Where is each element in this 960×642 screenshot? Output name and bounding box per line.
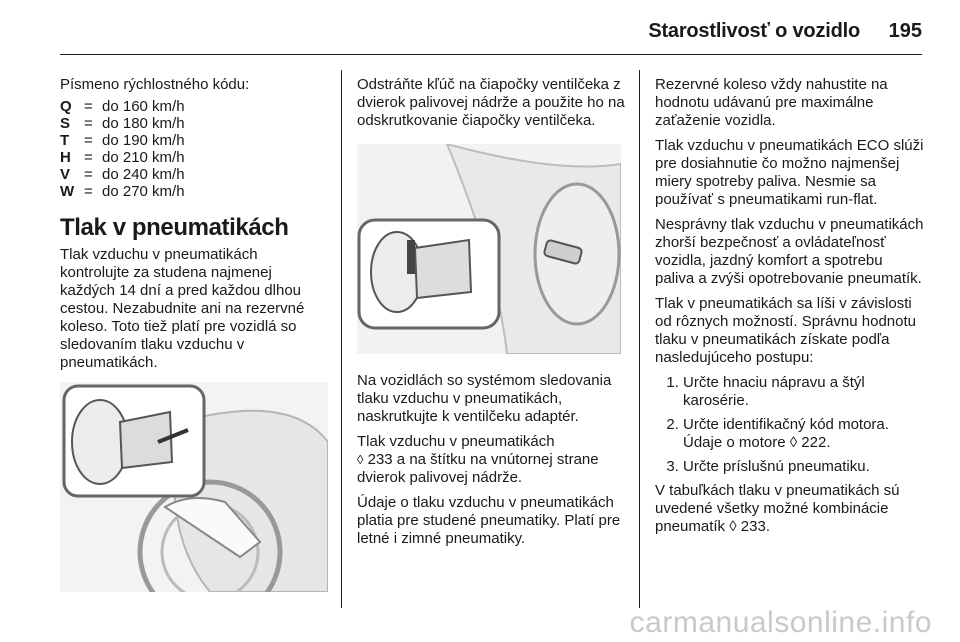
column-3 (655, 76, 925, 543)
tables-paragraph: V tabuľkách tlaku v pneumatikách sú uvedené všetky možné kombinácie pneumatík ◊ 233. (655, 482, 900, 535)
speed-code-code: H (60, 149, 71, 166)
speed-code-value: do 180 km/h (102, 115, 185, 132)
eco-pressure-paragraph: Tlak vzduchu v pneumatikách ECO slúži pre dosiahnutie čo možno najmenšej miery spotreby paliva. Nesmie sa používať s pneumatikami run-flat. (655, 137, 924, 208)
speed-code-value: do 210 km/h (102, 149, 185, 166)
speed-code-code: W (60, 183, 75, 200)
page-title: Starostlivosť o vozidlo (648, 20, 860, 42)
spare-wheel-paragraph: Rezervné koleso vždy nahustite na hodnotu udávanú pre maximálne zaťaženie vozidla. (655, 76, 888, 129)
speed-code-code: S (60, 115, 71, 132)
speed-code-row (60, 149, 330, 166)
speed-code-code: Q (60, 98, 72, 115)
tyre-valve-illustration (60, 382, 328, 592)
speed-code-value: do 160 km/h (102, 98, 185, 115)
watermark: carmanualsonline.info (629, 606, 932, 639)
pressure-label-ref-text: 233 a na štítku na vnútornej strane dvierok palivovej nádrže. (357, 451, 599, 486)
speed-code-eq: = (84, 132, 93, 149)
speed-code-row (60, 183, 330, 200)
speed-code-value: do 240 km/h (102, 166, 185, 183)
speed-code-intro: Písmeno rýchlostného kódu: (60, 76, 250, 93)
speed-code-eq: = (84, 166, 93, 183)
column-2 (357, 76, 625, 555)
procedure-step: 1. Určte hnaciu nápravu a štýl karosérie. (683, 374, 925, 410)
speed-code-eq: = (84, 98, 93, 115)
speed-code-row (60, 115, 330, 132)
page-header (60, 14, 922, 55)
procedure-step: 3. Určte príslušnú pneumatiku. (683, 458, 925, 476)
speed-code-row (60, 166, 330, 183)
fuel-door-valve-illustration (357, 144, 621, 354)
pressure-label-text: Tlak vzduchu v pneumatikách (357, 433, 555, 450)
speed-code-value: do 190 km/h (102, 132, 185, 149)
speed-code-row (60, 98, 330, 115)
column-divider-2 (639, 70, 640, 608)
procedure-step: 2. Určte identifikačný kód motora. Údaje o motore ◊ 222. (683, 416, 925, 452)
speed-code-code: T (60, 132, 70, 149)
pressure-procedure-paragraph: Tlak v pneumatikách sa líši v závislosti od rôznych možností. Správnu hodnotu tlaku v pneumatikách získate podľa nasledujúceho postupu: (655, 295, 916, 366)
page-reference-icon: ◊ (357, 452, 364, 467)
speed-code-list (60, 98, 330, 200)
speed-code-eq: = (84, 149, 93, 166)
speed-code-row (60, 132, 330, 149)
speed-code-value: do 270 km/h (102, 183, 185, 200)
page-number: 195 (888, 20, 922, 42)
valve-key-paragraph: Odstráňte kľúč na čiapočky ventilčeka z dvierok palivovej nádrže a použite ho na odskrutkovanie čiapočky ventilčeka. (357, 76, 625, 129)
section-heading: Tlak v pneumatikách (60, 214, 289, 241)
column-divider-1 (341, 70, 342, 608)
speed-code-code: V (60, 166, 71, 183)
cold-tyre-paragraph: Údaje o tlaku vzduchu v pneumatikách platia pre studené pneumatiky. Platí pre letné i zimné pneumatiky. (357, 494, 621, 547)
pressure-label-paragraph (357, 433, 625, 487)
adapter-paragraph: Na vozidlách so systémom sledovania tlaku vzduchu v pneumatikách, naskrutkujte k ventilčeku adaptér. (357, 372, 612, 425)
incorrect-pressure-paragraph: Nesprávny tlak vzduchu v pneumatikách zhorší bezpečnosť a ovládateľnosť vozidla, jazdný komfort a spotrebu paliva a zvýši opotrebovanie pneumatík. (655, 216, 924, 287)
procedure-steps (655, 374, 925, 476)
tyre-pressure-paragraph: Tlak vzduchu v pneumatikách kontrolujte za studena najmenej každých 14 dní a pred každou dlhou cestou. Nezabudnite ani na rezervné koleso. Toto tiež platí pre vozidlá so sledovaním tlaku vzduchu v pneumatikách. (60, 246, 305, 371)
speed-code-eq: = (84, 115, 93, 132)
column-1 (60, 76, 330, 592)
speed-code-eq: = (84, 183, 93, 200)
